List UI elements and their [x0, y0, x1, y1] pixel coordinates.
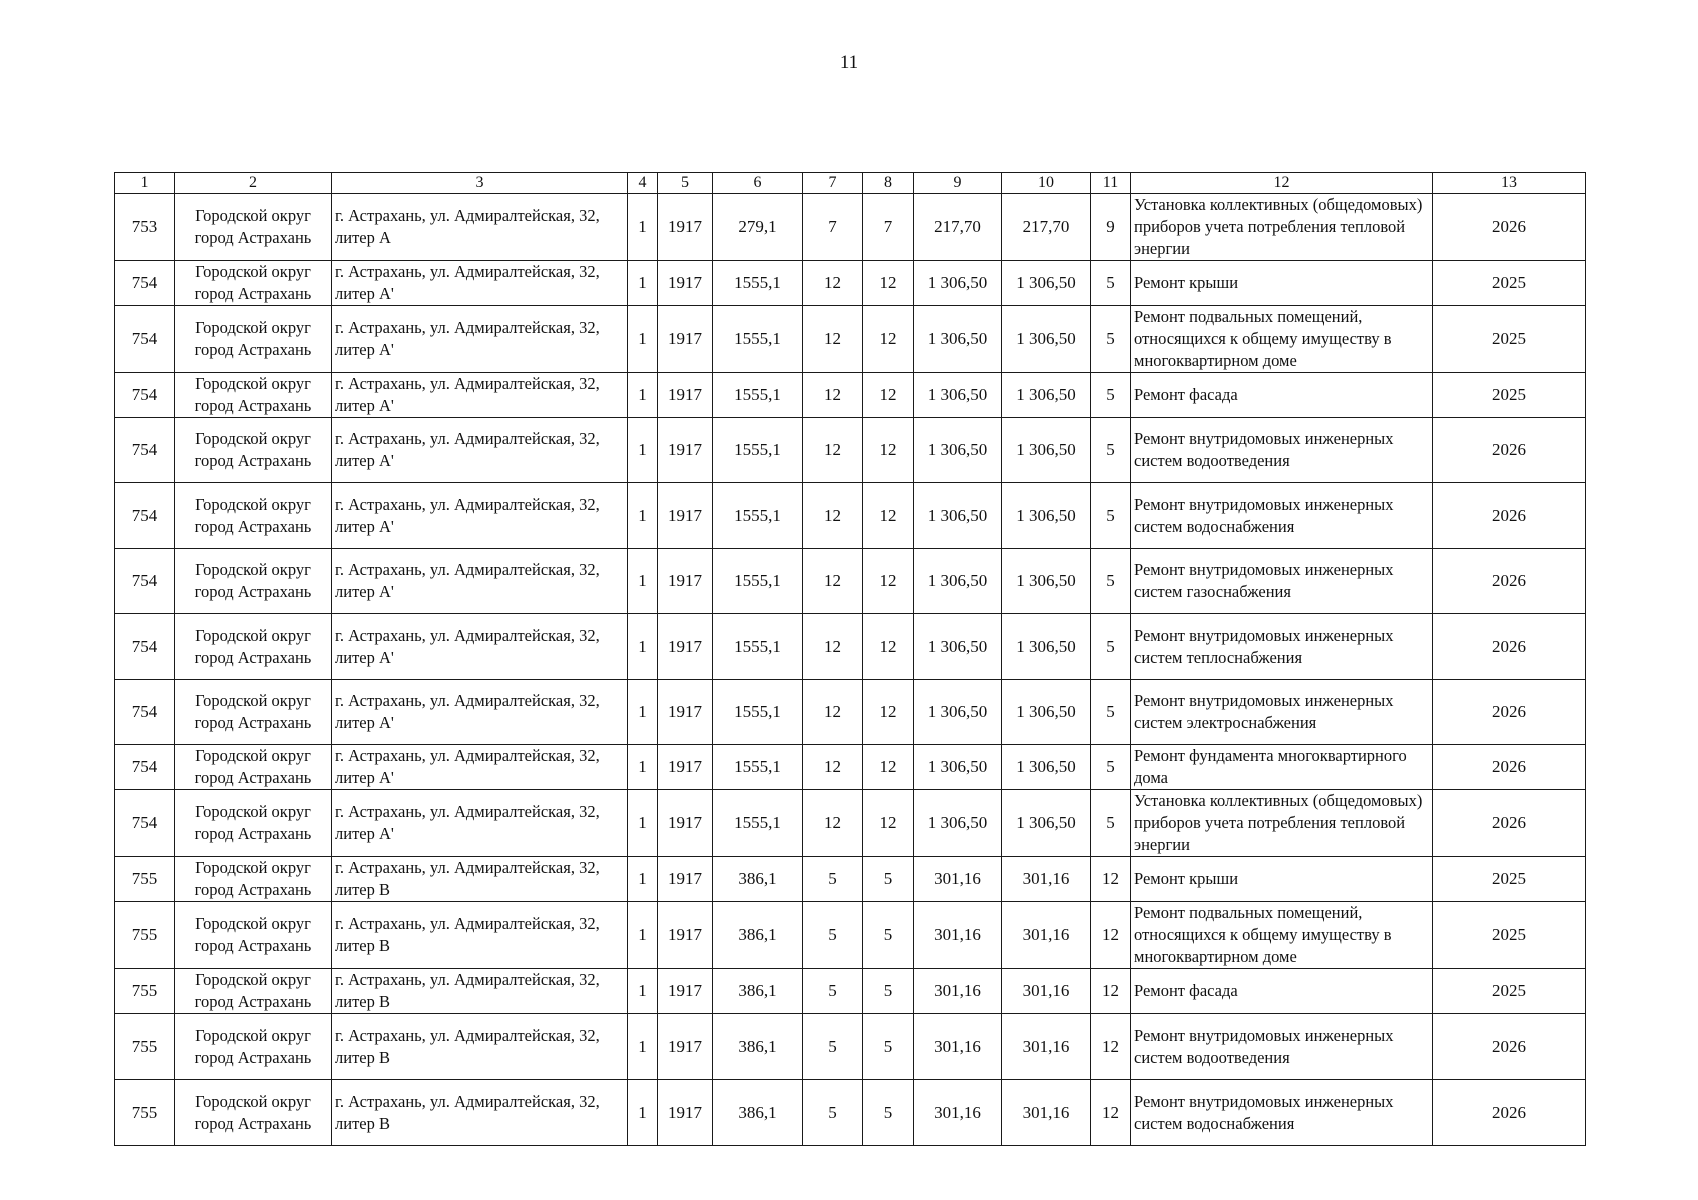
column-4-cell: 1 — [628, 745, 658, 790]
table-row — [115, 306, 1586, 373]
address-cell: г. Астрахань, ул. Адмиралтейская, 32, литер А' — [332, 483, 628, 549]
column-10-cell: 1 306,50 — [1002, 549, 1091, 614]
column-4-cell: 1 — [628, 261, 658, 306]
row-number-cell: 755 — [115, 1014, 175, 1080]
municipality-cell: Городской округ город Астрахань — [175, 418, 332, 483]
planned-year-cell: 2026 — [1433, 418, 1586, 483]
column-11-cell: 12 — [1091, 1080, 1131, 1146]
table-row — [115, 902, 1586, 969]
column-7-cell: 5 — [803, 1080, 863, 1146]
area-cell: 1555,1 — [713, 261, 803, 306]
work-type-cell: Ремонт фундамента многоквартирного дома — [1131, 745, 1433, 790]
row-number-cell: 754 — [115, 483, 175, 549]
column-8-cell: 5 — [863, 1080, 914, 1146]
municipality-cell: Городской округ город Астрахань — [175, 1080, 332, 1146]
area-cell: 386,1 — [713, 857, 803, 902]
column-4-cell: 1 — [628, 194, 658, 261]
row-number-cell: 754 — [115, 373, 175, 418]
table-row — [115, 969, 1586, 1014]
column-10-cell: 301,16 — [1002, 969, 1091, 1014]
column-7-cell: 12 — [803, 261, 863, 306]
table-row — [115, 790, 1586, 857]
year-cell: 1917 — [658, 1014, 713, 1080]
column-10-cell: 301,16 — [1002, 857, 1091, 902]
column-number-row — [115, 173, 1586, 194]
table-row — [115, 373, 1586, 418]
address-cell: г. Астрахань, ул. Адмиралтейская, 32, литер В — [332, 969, 628, 1014]
municipality-cell: Городской округ город Астрахань — [175, 1014, 332, 1080]
area-cell: 386,1 — [713, 1014, 803, 1080]
column-9-cell: 217,70 — [914, 194, 1002, 261]
column-8-cell: 12 — [863, 614, 914, 680]
column-7-cell: 5 — [803, 969, 863, 1014]
area-cell: 1555,1 — [713, 790, 803, 857]
housing-register-table — [114, 172, 1586, 1146]
column-10-cell: 1 306,50 — [1002, 261, 1091, 306]
row-number-cell: 754 — [115, 306, 175, 373]
column-header: 4 — [628, 173, 658, 194]
work-type-cell: Ремонт внутридомовых инженерных систем водоотведения — [1131, 418, 1433, 483]
area-cell: 1555,1 — [713, 614, 803, 680]
column-4-cell: 1 — [628, 306, 658, 373]
year-cell: 1917 — [658, 483, 713, 549]
table-row — [115, 261, 1586, 306]
column-7-cell: 12 — [803, 745, 863, 790]
row-number-cell: 753 — [115, 194, 175, 261]
column-11-cell: 5 — [1091, 373, 1131, 418]
address-cell: г. Астрахань, ул. Адмиралтейская, 32, литер В — [332, 857, 628, 902]
column-7-cell: 7 — [803, 194, 863, 261]
column-8-cell: 5 — [863, 1014, 914, 1080]
column-9-cell: 1 306,50 — [914, 680, 1002, 745]
column-10-cell: 1 306,50 — [1002, 483, 1091, 549]
column-11-cell: 5 — [1091, 745, 1131, 790]
planned-year-cell: 2026 — [1433, 745, 1586, 790]
column-9-cell: 301,16 — [914, 857, 1002, 902]
column-7-cell: 12 — [803, 483, 863, 549]
municipality-cell: Городской округ город Астрахань — [175, 483, 332, 549]
address-cell: г. Астрахань, ул. Адмиралтейская, 32, литер А' — [332, 790, 628, 857]
year-cell: 1917 — [658, 549, 713, 614]
address-cell: г. Астрахань, ул. Адмиралтейская, 32, литер А' — [332, 680, 628, 745]
column-9-cell: 1 306,50 — [914, 418, 1002, 483]
column-11-cell: 5 — [1091, 680, 1131, 745]
year-cell: 1917 — [658, 745, 713, 790]
planned-year-cell: 2026 — [1433, 483, 1586, 549]
column-4-cell: 1 — [628, 549, 658, 614]
municipality-cell: Городской округ город Астрахань — [175, 680, 332, 745]
column-10-cell: 301,16 — [1002, 1014, 1091, 1080]
address-cell: г. Астрахань, ул. Адмиралтейская, 32, литер А' — [332, 614, 628, 680]
column-10-cell: 301,16 — [1002, 902, 1091, 969]
column-8-cell: 5 — [863, 857, 914, 902]
column-4-cell: 1 — [628, 1014, 658, 1080]
column-4-cell: 1 — [628, 373, 658, 418]
column-8-cell: 12 — [863, 483, 914, 549]
column-9-cell: 1 306,50 — [914, 306, 1002, 373]
row-number-cell: 754 — [115, 549, 175, 614]
municipality-cell: Городской округ город Астрахань — [175, 745, 332, 790]
work-type-cell: Ремонт внутридомовых инженерных систем водоснабжения — [1131, 1080, 1433, 1146]
municipality-cell: Городской округ город Астрахань — [175, 614, 332, 680]
column-8-cell: 12 — [863, 549, 914, 614]
table-row — [115, 194, 1586, 261]
column-8-cell: 12 — [863, 680, 914, 745]
column-7-cell: 12 — [803, 614, 863, 680]
column-8-cell: 7 — [863, 194, 914, 261]
area-cell: 1555,1 — [713, 745, 803, 790]
planned-year-cell: 2025 — [1433, 969, 1586, 1014]
column-header: 13 — [1433, 173, 1586, 194]
planned-year-cell: 2025 — [1433, 261, 1586, 306]
address-cell: г. Астрахань, ул. Адмиралтейская, 32, литер А' — [332, 306, 628, 373]
column-10-cell: 1 306,50 — [1002, 680, 1091, 745]
column-9-cell: 1 306,50 — [914, 790, 1002, 857]
row-number-cell: 754 — [115, 614, 175, 680]
planned-year-cell: 2025 — [1433, 373, 1586, 418]
column-4-cell: 1 — [628, 483, 658, 549]
work-type-cell: Ремонт подвальных помещений, относящихся к общему имуществу в многоквартирном доме — [1131, 306, 1433, 373]
address-cell: г. Астрахань, ул. Адмиралтейская, 32, литер В — [332, 902, 628, 969]
planned-year-cell: 2026 — [1433, 790, 1586, 857]
column-11-cell: 12 — [1091, 857, 1131, 902]
row-number-cell: 754 — [115, 418, 175, 483]
column-10-cell: 1 306,50 — [1002, 418, 1091, 483]
planned-year-cell: 2026 — [1433, 549, 1586, 614]
column-7-cell: 5 — [803, 1014, 863, 1080]
column-4-cell: 1 — [628, 857, 658, 902]
table-row — [115, 418, 1586, 483]
address-cell: г. Астрахань, ул. Адмиралтейская, 32, литер В — [332, 1080, 628, 1146]
work-type-cell: Ремонт внутридомовых инженерных систем электроснабжения — [1131, 680, 1433, 745]
column-11-cell: 5 — [1091, 261, 1131, 306]
year-cell: 1917 — [658, 306, 713, 373]
row-number-cell: 755 — [115, 857, 175, 902]
work-type-cell: Установка коллективных (общедомовых) приборов учета потребления тепловой энергии — [1131, 790, 1433, 857]
column-4-cell: 1 — [628, 790, 658, 857]
column-4-cell: 1 — [628, 418, 658, 483]
column-header: 9 — [914, 173, 1002, 194]
planned-year-cell: 2025 — [1433, 857, 1586, 902]
row-number-cell: 754 — [115, 790, 175, 857]
planned-year-cell: 2025 — [1433, 306, 1586, 373]
municipality-cell: Городской округ город Астрахань — [175, 373, 332, 418]
year-cell: 1917 — [658, 373, 713, 418]
work-type-cell: Ремонт внутридомовых инженерных систем водоснабжения — [1131, 483, 1433, 549]
planned-year-cell: 2026 — [1433, 614, 1586, 680]
column-10-cell: 217,70 — [1002, 194, 1091, 261]
column-10-cell: 1 306,50 — [1002, 373, 1091, 418]
column-header: 2 — [175, 173, 332, 194]
column-11-cell: 5 — [1091, 483, 1131, 549]
column-9-cell: 301,16 — [914, 1080, 1002, 1146]
column-header: 12 — [1131, 173, 1433, 194]
address-cell: г. Астрахань, ул. Адмиралтейская, 32, литер А' — [332, 418, 628, 483]
column-8-cell: 12 — [863, 306, 914, 373]
address-cell: г. Астрахань, ул. Адмиралтейская, 32, литер А' — [332, 261, 628, 306]
column-9-cell: 1 306,50 — [914, 373, 1002, 418]
page-number: 11 — [839, 52, 859, 73]
municipality-cell: Городской округ город Астрахань — [175, 857, 332, 902]
column-8-cell: 5 — [863, 969, 914, 1014]
year-cell: 1917 — [658, 614, 713, 680]
area-cell: 386,1 — [713, 902, 803, 969]
column-11-cell: 12 — [1091, 969, 1131, 1014]
table-body — [115, 194, 1586, 1146]
column-11-cell: 5 — [1091, 790, 1131, 857]
column-11-cell: 9 — [1091, 194, 1131, 261]
year-cell: 1917 — [658, 902, 713, 969]
table-row — [115, 680, 1586, 745]
column-9-cell: 301,16 — [914, 902, 1002, 969]
column-11-cell: 5 — [1091, 418, 1131, 483]
column-10-cell: 1 306,50 — [1002, 790, 1091, 857]
year-cell: 1917 — [658, 857, 713, 902]
column-4-cell: 1 — [628, 680, 658, 745]
area-cell: 386,1 — [713, 969, 803, 1014]
municipality-cell: Городской округ город Астрахань — [175, 902, 332, 969]
column-header: 7 — [803, 173, 863, 194]
row-number-cell: 754 — [115, 680, 175, 745]
column-header: 11 — [1091, 173, 1131, 194]
column-9-cell: 1 306,50 — [914, 483, 1002, 549]
row-number-cell: 754 — [115, 745, 175, 790]
column-9-cell: 1 306,50 — [914, 614, 1002, 680]
year-cell: 1917 — [658, 194, 713, 261]
column-9-cell: 1 306,50 — [914, 549, 1002, 614]
table-row — [115, 857, 1586, 902]
table-row — [115, 549, 1586, 614]
column-header: 5 — [658, 173, 713, 194]
column-10-cell: 1 306,50 — [1002, 306, 1091, 373]
table-row — [115, 1014, 1586, 1080]
planned-year-cell: 2026 — [1433, 680, 1586, 745]
municipality-cell: Городской округ город Астрахань — [175, 306, 332, 373]
municipality-cell: Городской округ город Астрахань — [175, 549, 332, 614]
column-8-cell: 12 — [863, 373, 914, 418]
area-cell: 1555,1 — [713, 483, 803, 549]
column-7-cell: 12 — [803, 549, 863, 614]
column-8-cell: 12 — [863, 745, 914, 790]
area-cell: 1555,1 — [713, 549, 803, 614]
municipality-cell: Городской округ город Астрахань — [175, 969, 332, 1014]
column-9-cell: 1 306,50 — [914, 745, 1002, 790]
year-cell: 1917 — [658, 418, 713, 483]
column-11-cell: 12 — [1091, 902, 1131, 969]
work-type-cell: Ремонт внутридомовых инженерных систем теплоснабжения — [1131, 614, 1433, 680]
column-11-cell: 12 — [1091, 1014, 1131, 1080]
year-cell: 1917 — [658, 1080, 713, 1146]
municipality-cell: Городской округ город Астрахань — [175, 261, 332, 306]
column-9-cell: 301,16 — [914, 1014, 1002, 1080]
column-9-cell: 1 306,50 — [914, 261, 1002, 306]
column-header: 6 — [713, 173, 803, 194]
planned-year-cell: 2026 — [1433, 1080, 1586, 1146]
address-cell: г. Астрахань, ул. Адмиралтейская, 32, литер А — [332, 194, 628, 261]
area-cell: 1555,1 — [713, 680, 803, 745]
column-9-cell: 301,16 — [914, 969, 1002, 1014]
table-row — [115, 483, 1586, 549]
year-cell: 1917 — [658, 790, 713, 857]
column-7-cell: 12 — [803, 790, 863, 857]
work-type-cell: Ремонт крыши — [1131, 857, 1433, 902]
municipality-cell: Городской округ город Астрахань — [175, 790, 332, 857]
work-type-cell: Установка коллективных (общедомовых) приборов учета потребления тепловой энергии — [1131, 194, 1433, 261]
address-cell: г. Астрахань, ул. Адмиралтейская, 32, литер А' — [332, 549, 628, 614]
address-cell: г. Астрахань, ул. Адмиралтейская, 32, литер В — [332, 1014, 628, 1080]
area-cell: 1555,1 — [713, 306, 803, 373]
column-7-cell: 12 — [803, 373, 863, 418]
column-11-cell: 5 — [1091, 306, 1131, 373]
column-11-cell: 5 — [1091, 614, 1131, 680]
column-4-cell: 1 — [628, 969, 658, 1014]
column-10-cell: 1 306,50 — [1002, 745, 1091, 790]
address-cell: г. Астрахань, ул. Адмиралтейская, 32, литер А' — [332, 373, 628, 418]
year-cell: 1917 — [658, 969, 713, 1014]
column-4-cell: 1 — [628, 902, 658, 969]
planned-year-cell: 2025 — [1433, 902, 1586, 969]
year-cell: 1917 — [658, 261, 713, 306]
area-cell: 1555,1 — [713, 418, 803, 483]
table-row — [115, 614, 1586, 680]
work-type-cell: Ремонт внутридомовых инженерных систем газоснабжения — [1131, 549, 1433, 614]
work-type-cell: Ремонт внутридомовых инженерных систем водоотведения — [1131, 1014, 1433, 1080]
area-cell: 386,1 — [713, 1080, 803, 1146]
column-11-cell: 5 — [1091, 549, 1131, 614]
column-header: 3 — [332, 173, 628, 194]
row-number-cell: 755 — [115, 1080, 175, 1146]
work-type-cell: Ремонт фасада — [1131, 373, 1433, 418]
address-cell: г. Астрахань, ул. Адмиралтейская, 32, литер А' — [332, 745, 628, 790]
column-header: 8 — [863, 173, 914, 194]
work-type-cell: Ремонт подвальных помещений, относящихся к общему имуществу в многоквартирном доме — [1131, 902, 1433, 969]
planned-year-cell: 2026 — [1433, 194, 1586, 261]
work-type-cell: Ремонт фасада — [1131, 969, 1433, 1014]
column-7-cell: 12 — [803, 306, 863, 373]
work-type-cell: Ремонт крыши — [1131, 261, 1433, 306]
column-10-cell: 1 306,50 — [1002, 614, 1091, 680]
column-7-cell: 12 — [803, 418, 863, 483]
column-header: 10 — [1002, 173, 1091, 194]
column-10-cell: 301,16 — [1002, 1080, 1091, 1146]
row-number-cell: 755 — [115, 902, 175, 969]
table-row — [115, 1080, 1586, 1146]
column-7-cell: 5 — [803, 902, 863, 969]
column-header: 1 — [115, 173, 175, 194]
column-7-cell: 5 — [803, 857, 863, 902]
row-number-cell: 754 — [115, 261, 175, 306]
column-8-cell: 12 — [863, 790, 914, 857]
year-cell: 1917 — [658, 680, 713, 745]
column-8-cell: 5 — [863, 902, 914, 969]
column-8-cell: 12 — [863, 261, 914, 306]
area-cell: 279,1 — [713, 194, 803, 261]
column-4-cell: 1 — [628, 614, 658, 680]
column-4-cell: 1 — [628, 1080, 658, 1146]
municipality-cell: Городской округ город Астрахань — [175, 194, 332, 261]
column-7-cell: 12 — [803, 680, 863, 745]
area-cell: 1555,1 — [713, 373, 803, 418]
planned-year-cell: 2026 — [1433, 1014, 1586, 1080]
table-row — [115, 745, 1586, 790]
row-number-cell: 755 — [115, 969, 175, 1014]
column-8-cell: 12 — [863, 418, 914, 483]
